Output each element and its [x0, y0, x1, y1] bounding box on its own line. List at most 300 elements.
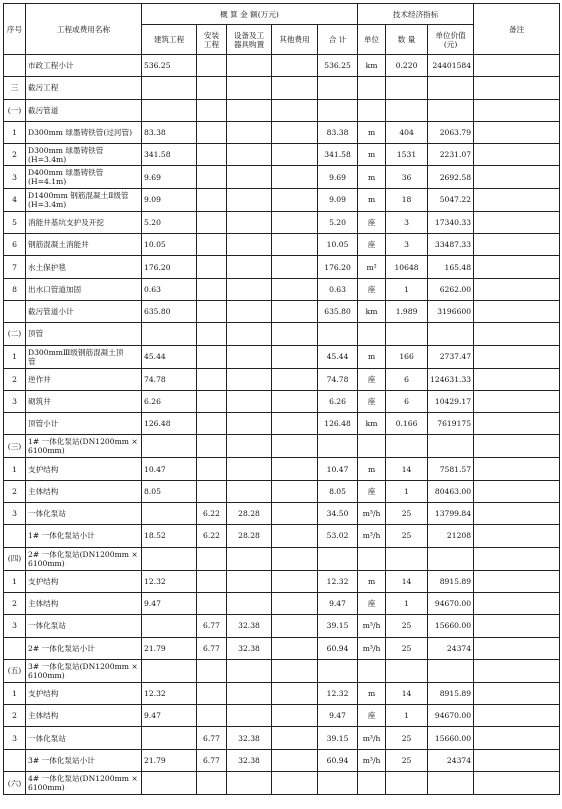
name-cell: 主体结构 [26, 705, 142, 727]
unit-price-cell [428, 547, 474, 570]
seq-cell: 1 [4, 682, 26, 704]
remark-cell [474, 345, 560, 368]
name-cell: 逆作井 [26, 368, 142, 390]
table-row [4, 77, 560, 99]
build-cost-cell: 83.38 [142, 121, 197, 143]
seq-cell [4, 300, 26, 322]
unit-cell: m [358, 682, 386, 704]
build-cost-cell [142, 547, 197, 570]
table-row [4, 99, 560, 121]
unit-price-cell: 8915.89 [428, 570, 474, 592]
remark-cell [474, 256, 560, 278]
remark-cell [474, 637, 560, 659]
equip-cost-cell [227, 682, 272, 704]
unit-cell: m [358, 570, 386, 592]
remark-cell [474, 188, 560, 211]
col-equip-header: 设备及工 器具购置 [227, 25, 272, 55]
seq-cell [4, 637, 26, 659]
table-row [4, 211, 560, 233]
total-cost-cell: 9.09 [318, 188, 358, 211]
other-cost-cell [272, 166, 318, 188]
install-cost-cell [197, 323, 227, 345]
build-cost-cell: 0.63 [142, 278, 197, 300]
unit-cell: m² [358, 256, 386, 278]
qty-cell [386, 77, 428, 99]
qty-cell: 0.220 [386, 55, 428, 77]
cost-estimate-table [3, 3, 560, 795]
install-cost-cell [197, 345, 227, 368]
qty-cell: 25 [386, 525, 428, 547]
install-cost-cell [197, 413, 227, 435]
remark-cell [474, 390, 560, 412]
build-cost-cell: 9.69 [142, 166, 197, 188]
equip-cost-cell [227, 166, 272, 188]
total-cost-cell: 5.20 [318, 211, 358, 233]
install-cost-cell [197, 390, 227, 412]
install-cost-cell [197, 458, 227, 480]
table-row [4, 278, 560, 300]
remark-cell [474, 278, 560, 300]
unit-cell: km [358, 300, 386, 322]
unit-price-cell: 3196600 [428, 300, 474, 322]
seq-cell: 2 [4, 592, 26, 614]
unit-cell: km [358, 55, 386, 77]
equip-cost-cell: 32.38 [227, 637, 272, 659]
equip-cost-cell [227, 99, 272, 121]
total-cost-cell [318, 323, 358, 345]
install-cost-cell: 6.22 [197, 525, 227, 547]
remark-cell [474, 55, 560, 77]
seq-cell: 3 [4, 503, 26, 525]
other-cost-cell [272, 234, 318, 256]
header-row-1 [4, 4, 560, 25]
equip-cost-cell: 32.38 [227, 749, 272, 771]
seq-cell [4, 749, 26, 771]
name-cell: 4# 一体化泵站(DN1200mm × 6100mm) [26, 772, 142, 795]
name-cell: 主体结构 [26, 480, 142, 502]
table-row [4, 166, 560, 188]
unit-price-cell: 6262.00 [428, 278, 474, 300]
qty-cell [386, 323, 428, 345]
equip-cost-cell [227, 413, 272, 435]
unit-cell: m [358, 166, 386, 188]
build-cost-cell: 341.58 [142, 144, 197, 166]
install-cost-cell [197, 55, 227, 77]
seq-cell: 2 [4, 368, 26, 390]
install-cost-cell [197, 77, 227, 99]
unit-cell: m³/h [358, 727, 386, 749]
total-cost-cell: 60.94 [318, 749, 358, 771]
other-cost-cell [272, 659, 318, 682]
qty-cell: 18 [386, 188, 428, 211]
name-cell: 2# 一体化泵站小计 [26, 637, 142, 659]
install-cost-cell [197, 211, 227, 233]
table-row [4, 368, 560, 390]
table-row [4, 727, 560, 749]
total-cost-cell [318, 99, 358, 121]
unit-cell: 座 [358, 368, 386, 390]
other-cost-cell [272, 682, 318, 704]
install-cost-cell [197, 368, 227, 390]
equip-cost-cell [227, 234, 272, 256]
col-seq-header: 序号 [4, 4, 26, 55]
name-cell: 钢筋混凝土消能井 [26, 234, 142, 256]
remark-cell [474, 480, 560, 502]
total-cost-cell [318, 659, 358, 682]
build-cost-cell [142, 772, 197, 795]
build-cost-cell: 635.80 [142, 300, 197, 322]
other-cost-cell [272, 413, 318, 435]
total-cost-cell: 45.44 [318, 345, 358, 368]
qty-cell: 1 [386, 480, 428, 502]
equip-cost-cell: 32.38 [227, 615, 272, 637]
equip-cost-cell [227, 77, 272, 99]
install-cost-cell: 6.77 [197, 637, 227, 659]
unit-cell: m [358, 345, 386, 368]
qty-cell: 1 [386, 705, 428, 727]
unit-price-cell: 8915.89 [428, 682, 474, 704]
install-cost-cell [197, 682, 227, 704]
unit-cell: m³/h [358, 749, 386, 771]
remark-cell [474, 413, 560, 435]
build-cost-cell [142, 323, 197, 345]
table-row [4, 300, 560, 322]
equip-cost-cell [227, 323, 272, 345]
table-row [4, 592, 560, 614]
other-cost-cell [272, 256, 318, 278]
seq-cell: (四) [4, 547, 26, 570]
unit-price-cell [428, 659, 474, 682]
name-cell: 支护结构 [26, 458, 142, 480]
other-cost-cell [272, 772, 318, 795]
equip-cost-cell [227, 592, 272, 614]
seq-cell: 3 [4, 166, 26, 188]
remark-cell [474, 368, 560, 390]
total-cost-cell: 341.58 [318, 144, 358, 166]
install-cost-cell: 6.77 [197, 749, 227, 771]
unit-cell: 座 [358, 211, 386, 233]
equip-cost-cell: 32.38 [227, 727, 272, 749]
col-total-header: 合 计 [318, 25, 358, 55]
total-cost-cell: 53.02 [318, 525, 358, 547]
name-cell: D1400mm 钢筋混凝土Ⅱ级管 (H=3.4m) [26, 188, 142, 211]
table-row [4, 188, 560, 211]
build-cost-cell [142, 435, 197, 458]
seq-cell: 三 [4, 77, 26, 99]
other-cost-cell [272, 323, 318, 345]
other-cost-cell [272, 525, 318, 547]
equip-cost-cell [227, 256, 272, 278]
build-cost-cell: 176.20 [142, 256, 197, 278]
total-cost-cell: 176.20 [318, 256, 358, 278]
remark-cell [474, 727, 560, 749]
remark-cell [474, 705, 560, 727]
other-cost-cell [272, 211, 318, 233]
equip-cost-cell [227, 368, 272, 390]
remark-cell [474, 166, 560, 188]
equip-cost-cell [227, 345, 272, 368]
install-cost-cell [197, 300, 227, 322]
other-cost-cell [272, 77, 318, 99]
table-row [4, 121, 560, 143]
build-cost-cell: 9.47 [142, 592, 197, 614]
unit-price-cell: 15660.00 [428, 727, 474, 749]
remark-cell [474, 682, 560, 704]
install-cost-cell: 6.77 [197, 727, 227, 749]
unit-price-cell: 13799.84 [428, 503, 474, 525]
seq-cell: 3 [4, 727, 26, 749]
total-cost-cell: 9.47 [318, 705, 358, 727]
total-cost-cell: 83.38 [318, 121, 358, 143]
remark-cell [474, 749, 560, 771]
remark-cell [474, 323, 560, 345]
unit-cell: 座 [358, 234, 386, 256]
remark-cell [474, 77, 560, 99]
qty-cell: 166 [386, 345, 428, 368]
col-other-header: 其他费用 [272, 25, 318, 55]
qty-cell: 25 [386, 749, 428, 771]
table-row [4, 144, 560, 166]
unit-price-cell: 15660.00 [428, 615, 474, 637]
seq-cell: 1 [4, 345, 26, 368]
seq-cell: 3 [4, 615, 26, 637]
unit-price-cell [428, 77, 474, 99]
build-cost-cell: 9.09 [142, 188, 197, 211]
equip-cost-cell [227, 188, 272, 211]
unit-price-cell: 33487.33 [428, 234, 474, 256]
install-cost-cell [197, 592, 227, 614]
qty-cell: 6 [386, 368, 428, 390]
remark-cell [474, 458, 560, 480]
seq-cell: 1 [4, 458, 26, 480]
table-row [4, 234, 560, 256]
unit-cell: 座 [358, 278, 386, 300]
build-cost-cell: 74.78 [142, 368, 197, 390]
table-row [4, 705, 560, 727]
tech-group-header: 技术经济指标 [358, 4, 474, 25]
other-cost-cell [272, 300, 318, 322]
name-cell: 市政工程小计 [26, 55, 142, 77]
unit-price-cell: 10429.17 [428, 390, 474, 412]
unit-cell: 座 [358, 480, 386, 502]
unit-cell [358, 659, 386, 682]
total-cost-cell [318, 547, 358, 570]
install-cost-cell [197, 188, 227, 211]
equip-cost-cell [227, 458, 272, 480]
other-cost-cell [272, 592, 318, 614]
unit-cell: km [358, 413, 386, 435]
other-cost-cell [272, 368, 318, 390]
install-cost-cell [197, 705, 227, 727]
table-row [4, 413, 560, 435]
qty-cell [386, 99, 428, 121]
seq-cell: 4 [4, 188, 26, 211]
unit-cell: m [358, 188, 386, 211]
unit-cell [358, 547, 386, 570]
other-cost-cell [272, 570, 318, 592]
unit-price-cell: 2231.07 [428, 144, 474, 166]
unit-price-cell: 2063.79 [428, 121, 474, 143]
unit-price-cell: 21208 [428, 525, 474, 547]
install-cost-cell [197, 435, 227, 458]
remark-cell [474, 121, 560, 143]
table-row [4, 458, 560, 480]
install-cost-cell [197, 772, 227, 795]
install-cost-cell [197, 278, 227, 300]
seq-cell: 3 [4, 390, 26, 412]
other-cost-cell [272, 637, 318, 659]
name-cell: D300mmⅢ级钢筋混凝土顶 管 [26, 345, 142, 368]
total-cost-cell: 8.05 [318, 480, 358, 502]
build-cost-cell: 12.32 [142, 682, 197, 704]
remark-cell [474, 144, 560, 166]
name-cell: 一体化泵站 [26, 503, 142, 525]
equip-cost-cell [227, 772, 272, 795]
install-cost-cell [197, 570, 227, 592]
install-cost-cell [197, 121, 227, 143]
total-cost-cell: 9.47 [318, 592, 358, 614]
seq-cell [4, 413, 26, 435]
seq-cell: 6 [4, 234, 26, 256]
total-cost-cell [318, 772, 358, 795]
build-cost-cell: 5.20 [142, 211, 197, 233]
install-cost-cell [197, 659, 227, 682]
remark-cell [474, 570, 560, 592]
total-cost-cell: 126.48 [318, 413, 358, 435]
col-unit-header: 单位 [358, 25, 386, 55]
name-cell: 主体结构 [26, 592, 142, 614]
build-cost-cell: 18.52 [142, 525, 197, 547]
total-cost-cell: 10.05 [318, 234, 358, 256]
unit-price-cell: 24401584 [428, 55, 474, 77]
install-cost-cell [197, 144, 227, 166]
name-cell: D300mm 球墨铸铁管(过河管) [26, 121, 142, 143]
seq-cell [4, 525, 26, 547]
unit-price-cell [428, 772, 474, 795]
other-cost-cell [272, 435, 318, 458]
table-row [4, 323, 560, 345]
table-row [4, 637, 560, 659]
build-cost-cell: 21.79 [142, 749, 197, 771]
remark-cell [474, 659, 560, 682]
name-cell: 支护结构 [26, 570, 142, 592]
equip-cost-cell [227, 659, 272, 682]
build-cost-cell [142, 503, 197, 525]
total-cost-cell [318, 435, 358, 458]
other-cost-cell [272, 615, 318, 637]
table-row [4, 480, 560, 502]
build-cost-cell [142, 99, 197, 121]
table-row [4, 772, 560, 795]
qty-cell: 25 [386, 637, 428, 659]
table-row [4, 682, 560, 704]
build-cost-cell: 12.32 [142, 570, 197, 592]
total-cost-cell: 536.25 [318, 55, 358, 77]
total-cost-cell: 34.50 [318, 503, 358, 525]
table-row [4, 390, 560, 412]
unit-price-cell [428, 323, 474, 345]
name-cell: 砌筑井 [26, 390, 142, 412]
remark-cell [474, 772, 560, 795]
name-cell: 一体化泵站 [26, 615, 142, 637]
seq-cell: 7 [4, 256, 26, 278]
build-cost-cell: 8.05 [142, 480, 197, 502]
other-cost-cell [272, 345, 318, 368]
build-cost-cell: 9.47 [142, 705, 197, 727]
col-remark-header: 备注 [474, 4, 560, 55]
unit-price-cell: 94670.00 [428, 592, 474, 614]
other-cost-cell [272, 749, 318, 771]
unit-price-cell: 124631.33 [428, 368, 474, 390]
total-cost-cell: 10.47 [318, 458, 358, 480]
build-cost-cell: 10.47 [142, 458, 197, 480]
col-name-header: 工程或费用名称 [26, 4, 142, 55]
total-cost-cell [318, 77, 358, 99]
col-install-header: 安装 工程 [197, 25, 227, 55]
unit-cell: m³/h [358, 525, 386, 547]
unit-price-cell [428, 435, 474, 458]
qty-cell: 404 [386, 121, 428, 143]
qty-cell: 36 [386, 166, 428, 188]
unit-price-cell: 7619175 [428, 413, 474, 435]
qty-cell: 10648 [386, 256, 428, 278]
other-cost-cell [272, 188, 318, 211]
install-cost-cell [197, 480, 227, 502]
name-cell: D300mm 球墨铸铁管(H=3.4m) [26, 144, 142, 166]
qty-cell: 0.166 [386, 413, 428, 435]
equip-cost-cell: 28.28 [227, 525, 272, 547]
remark-cell [474, 234, 560, 256]
table-row [4, 345, 560, 368]
unit-price-cell: 80463.00 [428, 480, 474, 502]
seq-cell: 2 [4, 705, 26, 727]
total-cost-cell: 6.26 [318, 390, 358, 412]
qty-cell: 1 [386, 278, 428, 300]
equip-cost-cell [227, 55, 272, 77]
name-cell: 3# 一体化泵站小计 [26, 749, 142, 771]
install-cost-cell [197, 547, 227, 570]
unit-cell: m³/h [358, 503, 386, 525]
qty-cell: 25 [386, 503, 428, 525]
qty-cell: 25 [386, 615, 428, 637]
equip-cost-cell [227, 435, 272, 458]
other-cost-cell [272, 55, 318, 77]
unit-cell: 座 [358, 592, 386, 614]
remark-cell [474, 547, 560, 570]
unit-price-cell: 5047.22 [428, 188, 474, 211]
unit-price-cell: 94670.00 [428, 705, 474, 727]
install-cost-cell: 6.77 [197, 615, 227, 637]
build-cost-cell: 126.48 [142, 413, 197, 435]
build-cost-cell [142, 727, 197, 749]
unit-cell [358, 99, 386, 121]
build-cost-cell: 6.26 [142, 390, 197, 412]
unit-cell: m [358, 458, 386, 480]
remark-cell [474, 435, 560, 458]
name-cell: 消能井基坑支护及开挖 [26, 211, 142, 233]
total-cost-cell: 39.15 [318, 727, 358, 749]
seq-cell: 2 [4, 144, 26, 166]
remark-cell [474, 211, 560, 233]
other-cost-cell [272, 480, 318, 502]
equip-cost-cell [227, 480, 272, 502]
equip-cost-cell [227, 705, 272, 727]
table-row [4, 503, 560, 525]
equip-cost-cell [227, 121, 272, 143]
name-cell: 截污管道小计 [26, 300, 142, 322]
name-cell: 截污管道 [26, 99, 142, 121]
seq-cell: 5 [4, 211, 26, 233]
